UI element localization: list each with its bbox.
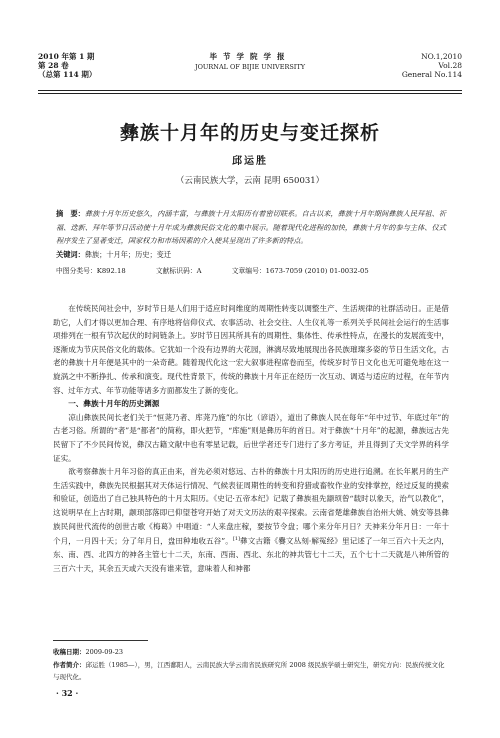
document-code: 文献标识码：A [155, 267, 202, 275]
article-number: 文章编号：1673-7059 (2010) 01-0032-05 [231, 267, 369, 275]
author-affiliation: （云南民族大学，云南 昆明 650031） [175, 176, 325, 186]
issue-volume: 第 28 卷 [38, 61, 69, 70]
clc-number: 中图分类号：K892.18 [56, 267, 126, 275]
received-label: 收稿日期： [53, 648, 86, 656]
issue-total: （总第 114 期） [38, 70, 97, 79]
paragraph-calendar-cont: 彝文古籍《爨文丛刻·解冤经》里记述了一年三百六十天之内，东、南、西、北四方的神各主管七十二天，东南、西南、西北、东北的神共管七十二天，五个七十二天就是八神所管的三百六十天，其余五天或六天没有谁来管，意味着人和神都 [53, 536, 449, 573]
citation-ref: [1] [232, 536, 240, 543]
paragraph-intro: 在传统民间社会中，岁时节日是人们用于适应时间维度的周期性转变以调整生产、生活规律的社群活动日。正是借助它，人们才得以更加合理、有序地将信仰仪式、农事活动、社会交往、人生仪礼等一系列关乎民间社会运行的生活事项排列在一根有节次起伏的时间链条上。岁时节日因其所具有的周期性、集体性、传承性特点，在漫长的发展流变中，逐渐成为节庆民俗文化的载体。它犹如一个没有边界的大花园，淋漓尽致地展现出各民族璀璨多姿的节日生活文化，古老的彝族十月年便是其中的一朵奇葩。随着现代化这一宏大叙事进程席卷而至，传统岁时节日文化也无可避免地在这一旋涡之中不断挣扎、传承和演变。现代性背景下，传统的彝族十月年正在经历一次互动、调适与适应的过程，在年节内容、过年方式、年节功能等诸多方面都发生了新的变化。 [53, 304, 449, 395]
classification-meta [56, 265, 446, 275]
abstract-text: 彝族十月年历史悠久，内涵丰富，与彝族十月太阳历有着密切联系。自古以来，彝族十月年期间彝族人民拜祖、祈福、迭新、拜年等节日活动使十月年成为彝族民俗文化的集中展示。随着现代化进程的加快，彝族十月年的参与主体、仪式程序发生了显著变迁，国家权力和市场因素的介入使其呈现出了许多新的特点。 [56, 209, 446, 245]
author-bio-text: 邱运胜（1985—），男，江西鄱阳人，云南民族大学云南省民族研究所 2008 级民族学硕士研究生，研究方向：民族传统文化与现代化。 [53, 660, 445, 681]
received-value: 2009-09-23 [85, 648, 123, 656]
journal-header [38, 52, 462, 88]
journal-name-cn: 毕节学院学报 [209, 52, 291, 61]
keywords-text: 彝族；十月年；历史；变迁 [84, 250, 172, 259]
page-number: · 32 · [56, 688, 79, 698]
keywords [56, 250, 446, 260]
issue-number-en: NO.1,2010 [421, 52, 462, 61]
issue-year: 2010 年第 1 期 [38, 52, 95, 61]
paragraph-calendar-text: 欲考察彝族十月年习俗的真正由来，首先必须对悠远、古朴的彝族十月太阳历的历史进行追溯。在长年累月的生产生活实践中，彝族先民根据其对天体运行情况、气候表征周期性的转变和狩猎或畜牧作业的安排掌控，经过反复的摸索和验证，创造出了自己独具特色的十月太阳历。《史记·五帝本纪》记载了彝族祖先颛顼曾“载时以象天，治气以教化”，这说明早在上古时期，颛顼部落即已仰望苍穹开始了对天文历法的艰辛探索。云南省楚雄彝族自治州大姚、姚安等县彝族民间世代流传的创世古歌《梅葛》中唱道：“人来盘庄稼，要按节令盘；哪个来分年月日？天神来分年月日：一年十个月，一月四十天；分了年月日，盘田种地收五谷”。 [53, 467, 449, 546]
volume-en: Vol.28 [438, 61, 462, 70]
paragraph-origin: 凉山彝族民间长老们关于“恒荛乃者、库荛乃施”的尔比（谚语），道出了彝族人民在每年“年中过节、年底过年”的古老习俗。所谓的“者”是“都者”的简称，即火把节，“库施”则是彝历年的首日。对于彝族“十月年”的起源，彝族远古先民留下了不少民间传说，彝汉古籍文献中也有零星记载，后世学者还专门进行了多方考证，并且得到了天文学界的科学证实。 [53, 412, 449, 463]
footnote-rule [53, 640, 148, 641]
abstract-label: 摘 要： [56, 209, 85, 218]
issue-info-en [402, 52, 462, 79]
journal-name-en: JOURNAL OF BIJIE UNIVERSITY [194, 63, 306, 71]
journal-name [38, 52, 462, 72]
header-rule [38, 90, 462, 91]
article-title: 彝族十月年的历史与变迁探析 [119, 122, 380, 144]
article-body [53, 302, 449, 575]
keywords-label: 关键词： [56, 250, 85, 259]
paragraph-calendar [53, 465, 449, 575]
section-heading: 一、彝族十月年的历史渊源 [68, 399, 160, 409]
author-bio-label: 作者简介： [53, 660, 86, 669]
author-bio [53, 659, 449, 684]
abstract [56, 207, 446, 248]
footnote [53, 646, 449, 684]
general-number-en: General No.114 [401, 70, 462, 79]
header-rule-thin [38, 93, 462, 94]
received-date [53, 646, 449, 659]
article-author: 邱运胜 [232, 156, 268, 167]
